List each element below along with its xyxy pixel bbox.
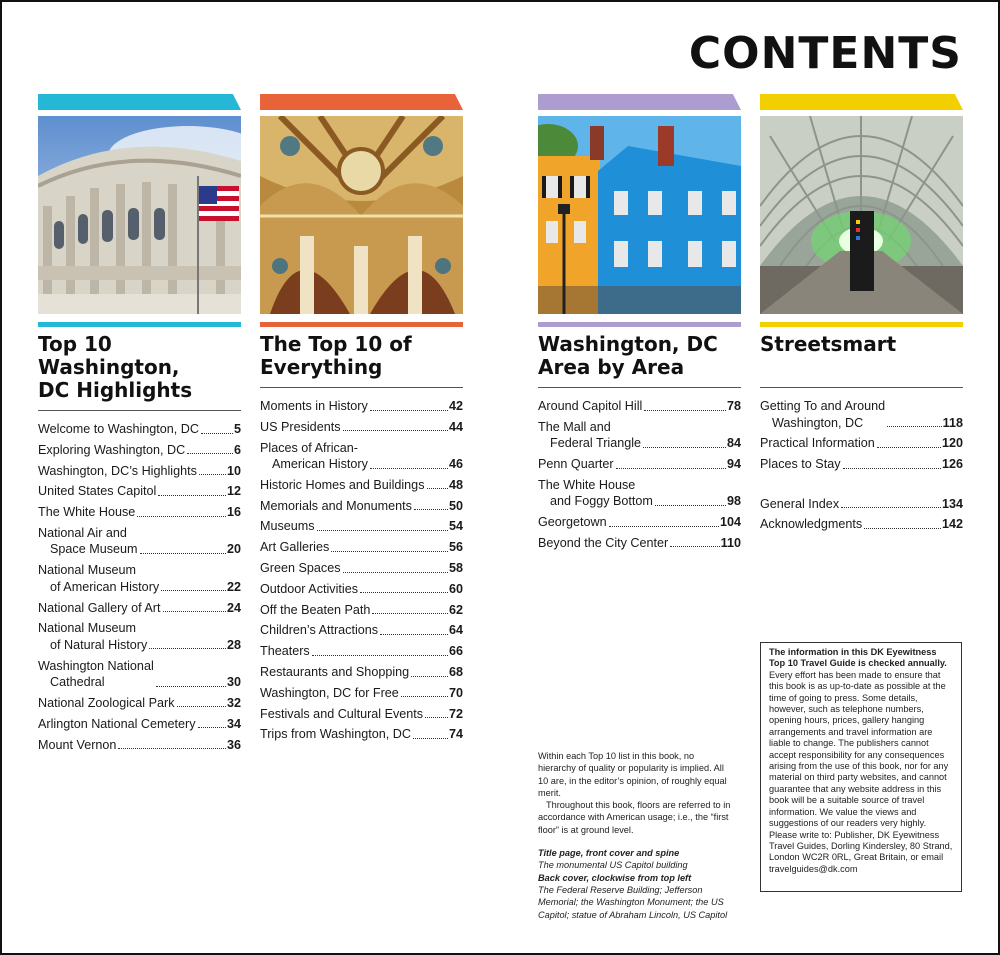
toc-entry[interactable]: National Museum of American History 22 xyxy=(38,563,241,594)
update-disclaimer-box: The information in this DK Eyewitness Top 10 Travel Guide is checked annually. Every effort has been made to ensure that this book is as up-to-date as possible at the time of going to press. Some details, however, such as telephone numbers, opening hours, prices, gallery hanging arrangements and travel information are liable to change. The publishers cannot accept responsibility for any consequences arising from the use of this book, nor for any material on third party websites, and cannot guarantee that any website address in this book will be a suitable source of travel information. We value the views and suggestions of our readers very highly. Please write to: Publisher, DK Eyewitness Travel Guides, Dorling Kindersley, 80 Strand, London WC2R 0RL, Great Britain, or email travelguides@dk.com xyxy=(760,642,962,892)
toc-entry[interactable]: Art Galleries 56 xyxy=(260,540,463,555)
toc-entry[interactable]: Memorials and Monuments 50 xyxy=(260,498,463,513)
toc-entry[interactable]: Washington, DC for Free 70 xyxy=(260,685,463,700)
toc-entry[interactable]: National Zoological Park 32 xyxy=(38,695,241,710)
section-rule xyxy=(260,322,463,327)
metro-station-photo xyxy=(760,116,963,314)
section-color-tab xyxy=(260,94,463,110)
divider xyxy=(260,387,463,388)
section-top10-highlights xyxy=(38,94,241,757)
toc-entry[interactable]: US Presidents 44 xyxy=(260,419,463,434)
toc-entry[interactable]: Mount Vernon 36 xyxy=(38,737,241,752)
toc-entry[interactable]: Green Spaces 58 xyxy=(260,561,463,576)
section-heading: Washington, DC Area by Area xyxy=(538,332,718,379)
toc-entry[interactable]: Theaters 66 xyxy=(260,644,463,659)
toc-entry[interactable]: Arlington National Cemetery 34 xyxy=(38,716,241,731)
capitol-dome-photo xyxy=(38,116,241,314)
section-area-by-area xyxy=(538,94,741,556)
toc-entry[interactable]: Places of African- American History 46 xyxy=(260,440,463,472)
section-heading: The Top 10 of Everything xyxy=(260,332,412,379)
section-top10-everything xyxy=(260,94,463,747)
editorial-notes: Within each Top 10 list in this book, no hierarchy of quality or popularity is implied. All 10 are, in the editor’s opinion, of roughly equal merit. Throughout this book, floors are referred to in accordance with American usage; i.e., the “first floor” is at ground level. Title page, front cover and spine The monumental US Capitol building Back cover, clockwise from top left The Federal Reserve Building; Jefferson Memorial; the Washington Monument; the US Capitol; statue of Abraham Lincoln, US Capitol xyxy=(538,750,734,921)
page-title: CONTENTS xyxy=(688,28,962,79)
section-rule xyxy=(538,322,741,327)
toc-entry[interactable]: Georgetown 104 xyxy=(538,515,741,530)
toc-entry[interactable]: Festivals and Cultural Events 72 xyxy=(260,706,463,721)
toc-entry[interactable]: Moments in History 42 xyxy=(260,399,463,413)
section-rule xyxy=(38,322,241,327)
toc-entry[interactable]: National Museum of Natural History 28 xyxy=(38,621,241,652)
toc-entry[interactable]: Restaurants and Shopping 68 xyxy=(260,665,463,680)
toc-entry[interactable]: Penn Quarter 94 xyxy=(538,457,741,472)
toc-list xyxy=(38,421,241,753)
row-houses-photo xyxy=(538,116,741,314)
section-color-tab xyxy=(38,94,241,110)
toc-list xyxy=(760,398,963,533)
toc-entry[interactable]: Off the Beaten Path 62 xyxy=(260,602,463,617)
divider xyxy=(760,387,963,388)
toc-entry[interactable]: Practical Information 120 xyxy=(760,436,963,451)
toc-entry[interactable]: National Gallery of Art 24 xyxy=(38,600,241,615)
toc-entry[interactable]: General Index 134 xyxy=(760,496,963,511)
section-color-tab xyxy=(760,94,963,110)
toc-entry[interactable]: Welcome to Washington, DC 5 xyxy=(38,422,241,436)
toc-entry[interactable]: The White House and Foggy Bottom 98 xyxy=(538,477,741,509)
toc-entry[interactable]: Historic Homes and Buildings 48 xyxy=(260,477,463,492)
toc-entry[interactable]: Places to Stay 126 xyxy=(760,457,963,472)
library-ceiling-photo xyxy=(260,116,463,314)
toc-entry[interactable]: Trips from Washington, DC 74 xyxy=(260,727,463,742)
section-heading: Streetsmart xyxy=(760,332,897,356)
toc-entry[interactable]: Museums 54 xyxy=(260,519,463,534)
section-heading: Top 10 Washington, DC Highlights xyxy=(38,332,193,402)
toc-entry[interactable]: Around Capitol Hill 78 xyxy=(538,399,741,413)
toc-entry[interactable]: Washington National Cathedral 30 xyxy=(38,658,241,690)
divider xyxy=(538,387,741,388)
toc-entry[interactable]: Acknowledgments 142 xyxy=(760,517,963,532)
divider xyxy=(38,410,241,411)
toc-entry[interactable]: Getting To and Around Washington, DC 118 xyxy=(760,399,963,430)
section-rule xyxy=(760,322,963,327)
toc-entry[interactable]: The Mall and Federal Triangle 84 xyxy=(538,419,741,451)
toc-entry[interactable]: National Air and Space Museum 20 xyxy=(38,525,241,557)
toc-entry[interactable]: Children’s Attractions 64 xyxy=(260,623,463,638)
toc-entry[interactable]: The White House 16 xyxy=(38,505,241,520)
toc-entry[interactable]: Exploring Washington, DC 6 xyxy=(38,442,241,457)
toc-entry[interactable]: Outdoor Activities 60 xyxy=(260,581,463,596)
toc-list xyxy=(538,398,741,551)
toc-entry[interactable]: United States Capitol 12 xyxy=(38,484,241,499)
toc-entry[interactable]: Beyond the City Center 110 xyxy=(538,535,741,550)
section-streetsmart xyxy=(760,94,963,537)
toc-entry[interactable]: Washington, DC’s Highlights 10 xyxy=(38,463,241,478)
toc-list xyxy=(260,398,463,743)
photo-credits: Title page, front cover and spine The monumental US Capitol building Back cover, clockwise from top left The Federal Reserve Building; Jefferson Memorial; the Washington Monument; the US Capitol; statue of Abraham Lincoln, US Capitol xyxy=(538,848,728,920)
section-color-tab xyxy=(538,94,741,110)
